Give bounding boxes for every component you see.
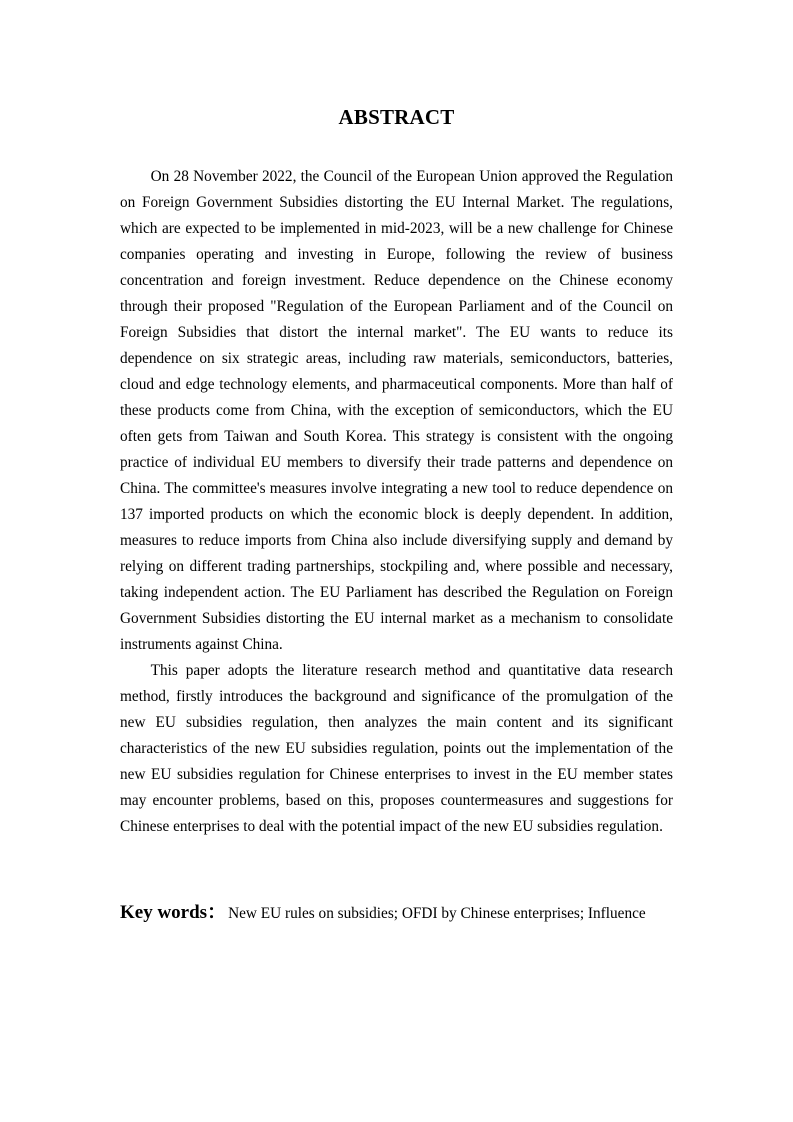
abstract-paragraph-2: This paper adopts the literature research method and quantitative data research method, firstly introduces the background and significance of the promulgation of the new EU subsidies regulation, then analyzes the main content and its significant characteristics of the new EU subsidies regulation, points out the implementation of the new EU subsidies regulation for Chinese enterprises to invest in the EU member states may encounter problems, based on this, proposes countermeasures and suggestions for Chinese enterprises to deal with the potential impact of the new EU subsidies regulation. <box>120 662 673 835</box>
abstract-body <box>120 164 673 840</box>
abstract-title: ABSTRACT <box>338 105 455 129</box>
keywords-line <box>120 899 720 928</box>
keywords-text: New EU rules on subsidies; OFDI by Chinese enterprises; Influence <box>228 905 646 922</box>
keywords-label: Key words： <box>120 902 227 923</box>
abstract-paragraph-1: On 28 November 2022, the Council of the European Union approved the Regulation on Foreign Government Subsidies distorting the EU Internal Market. The regulations, which are expected to be implemented in mid-2023, will be a new challenge for Chinese companies operating and investing in Europe, following the review of business concentration and foreign investment. Reduce dependence on the Chinese economy through their proposed "Regulation of the European Parliament and of the Council on Foreign Subsidies that distort the internal market". The EU wants to reduce its dependence on six strategic areas, including raw materials, semiconductors, batteries, cloud and edge technology elements, and pharmaceutical components. More than half of these products come from China, with the exception of semiconductors, which the EU often gets from Taiwan and South Korea. This strategy is consistent with the ongoing practice of individual EU members to diversify their trade patterns and dependence on China. The committee's measures involve integrating a new tool to reduce dependence on 137 imported products on which the economic block is deeply dependent. In addition, measures to reduce imports from China also include diversifying supply and demand by relying on different trading partnerships, stockpiling and, where possible and necessary, taking independent action. The EU Parliament has described the Regulation on Foreign Government Subsidies distorting the EU internal market as a mechanism to consolidate instruments against China. <box>120 168 673 653</box>
